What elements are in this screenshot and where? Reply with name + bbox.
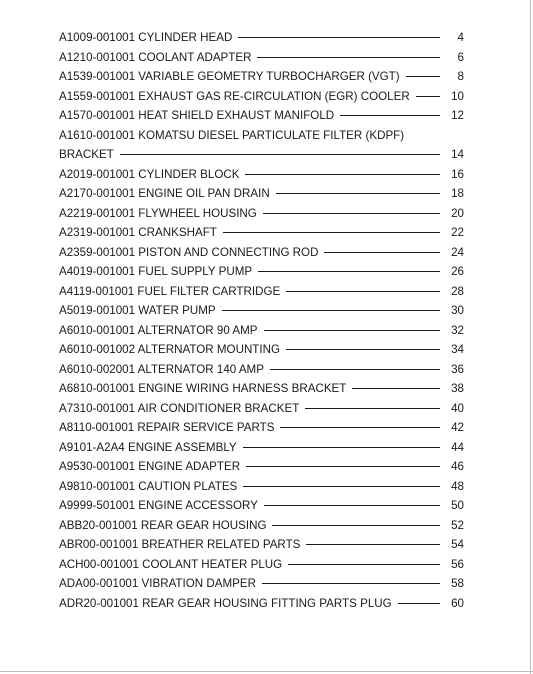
- toc-entry-row: [59, 498, 464, 513]
- toc-leader-line: [288, 564, 440, 565]
- toc-entry-title[interactable]: A2219-001001 FLYWHEEL HOUSING: [59, 206, 257, 220]
- toc-leader-line: [246, 466, 440, 467]
- toc-leader-line: [352, 388, 440, 389]
- toc-page-number[interactable]: 24: [451, 245, 464, 259]
- toc-page-number[interactable]: 60: [451, 596, 464, 610]
- page-edge-bottom: [0, 671, 533, 672]
- toc-entry-row: [59, 576, 464, 591]
- toc-page-number[interactable]: 16: [451, 167, 464, 181]
- toc-page-number[interactable]: 10: [451, 89, 464, 103]
- toc-entry-row: [59, 420, 464, 435]
- toc-entry-row: [59, 167, 464, 182]
- toc-page-number[interactable]: 50: [451, 499, 464, 512]
- toc-page-number[interactable]: 52: [451, 518, 464, 532]
- toc-entry[interactable]: [59, 596, 464, 611]
- toc-page-number[interactable]: 42: [451, 421, 464, 434]
- toc-entry-title-line1: A1610-001001 KOMATSU DIESEL PARTICULATE FILTER (KDPF): [59, 128, 405, 142]
- toc-leader-line: [243, 447, 440, 448]
- toc-entry-title[interactable]: A7310-001001 AIR CONDITIONER BRACKET: [59, 401, 300, 415]
- toc-leader-line: [262, 583, 440, 584]
- toc-leader-line: [324, 252, 440, 253]
- toc-leader-line: [258, 271, 440, 272]
- toc-entry-title[interactable]: A2319-001001 CRANKSHAFT: [59, 226, 217, 239]
- toc-page-number[interactable]: 46: [451, 460, 464, 473]
- toc-leader-line: [340, 115, 440, 116]
- toc-page-number[interactable]: 48: [451, 479, 464, 493]
- toc-entry-row: [59, 206, 464, 221]
- toc-leader-line: [245, 174, 440, 175]
- toc-entry-row: [59, 284, 464, 299]
- toc-page-number[interactable]: 6: [457, 50, 464, 64]
- toc-entry-row: [59, 518, 464, 533]
- toc-entry-title[interactable]: ADR20-001001 REAR GEAR HOUSING FITTING PARTS PLUG: [59, 596, 392, 610]
- toc-entry-row: [59, 225, 464, 240]
- toc-entry[interactable]: [59, 167, 464, 182]
- toc-entry-row: [59, 245, 464, 260]
- toc-entry-row: [59, 30, 464, 45]
- toc-entry-row: [59, 108, 464, 123]
- toc-entry[interactable]: [59, 479, 464, 494]
- toc-leader-line: [272, 525, 440, 526]
- toc-leader-line: [243, 486, 440, 487]
- toc-entry[interactable]: [59, 440, 464, 455]
- toc-entry-title[interactable]: ABR00-001001 BREATHER RELATED PARTS: [59, 538, 301, 551]
- toc-page-number[interactable]: 18: [451, 187, 464, 200]
- toc-leader-line: [416, 96, 440, 97]
- toc-entry-row: [59, 362, 464, 377]
- toc-page-number[interactable]: 44: [451, 440, 464, 454]
- toc-entry[interactable]: [59, 381, 464, 396]
- toc-leader-line: [264, 505, 440, 506]
- toc-leader-line: [406, 76, 440, 77]
- toc-entry[interactable]: [59, 108, 464, 123]
- toc-page-number[interactable]: 36: [451, 362, 464, 376]
- toc-entry-title[interactable]: A6810-001001 ENGINE WIRING HARNESS BRACKET: [59, 382, 347, 395]
- toc-leader-line: [286, 349, 440, 350]
- toc-entry[interactable]: [59, 128, 464, 163]
- toc-entry[interactable]: [59, 186, 464, 201]
- toc-entry[interactable]: [59, 518, 464, 533]
- toc-entry[interactable]: [59, 537, 464, 552]
- toc-entry-row: [59, 479, 464, 494]
- table-of-contents: [59, 30, 464, 615]
- page-edge-right: [530, 0, 531, 674]
- toc-entry-title[interactable]: BRACKET: [59, 148, 114, 161]
- toc-entry[interactable]: [59, 89, 464, 104]
- toc-leader-line: [286, 291, 440, 292]
- toc-entry-title[interactable]: ABB20-001001 REAR GEAR HOUSING: [59, 518, 267, 532]
- toc-entry-title[interactable]: A2019-001001 CYLINDER BLOCK: [59, 167, 240, 181]
- toc-page-number[interactable]: 38: [451, 382, 464, 395]
- toc-page-number[interactable]: 8: [457, 70, 464, 83]
- toc-entry[interactable]: [59, 323, 464, 338]
- toc-leader-line: [280, 427, 440, 428]
- toc-entry[interactable]: [59, 284, 464, 299]
- toc-page-number[interactable]: 30: [451, 304, 464, 317]
- toc-entry-row: [59, 459, 464, 474]
- toc-page-number[interactable]: 32: [451, 323, 464, 337]
- toc-entry-title[interactable]: A9101-A2A4 ENGINE ASSEMBLY: [59, 440, 237, 454]
- toc-entry[interactable]: [59, 206, 464, 221]
- toc-entry-title[interactable]: A6010-001001 ALTERNATOR 90 AMP: [59, 323, 258, 337]
- toc-entry-row: [59, 303, 464, 318]
- toc-entry-title[interactable]: A2359-001001 PISTON AND CONNECTING ROD: [59, 245, 319, 259]
- toc-entry-row: [59, 147, 464, 162]
- toc-entry-row: [59, 596, 464, 611]
- toc-entry[interactable]: [59, 50, 464, 65]
- toc-entry[interactable]: [59, 342, 464, 357]
- toc-entry[interactable]: [59, 303, 464, 318]
- toc-entry-title[interactable]: A1559-001001 EXHAUST GAS RE-CIRCULATION (EGR) COOLER: [59, 89, 410, 103]
- toc-entry-row: [59, 264, 464, 279]
- toc-entry-row: [59, 557, 464, 572]
- toc-entry-title[interactable]: A4019-001001 FUEL SUPPLY PUMP: [59, 265, 253, 278]
- toc-leader-line: [306, 544, 440, 545]
- toc-leader-line: [257, 57, 440, 58]
- toc-entry-row: [59, 89, 464, 104]
- toc-entry-title[interactable]: A1210-001001 COOLANT ADAPTER: [59, 50, 252, 64]
- toc-entry-row: [59, 186, 464, 201]
- toc-entry-title[interactable]: A4119-001001 FUEL FILTER CARTRIDGE: [59, 284, 281, 298]
- toc-entry-row: [59, 50, 464, 65]
- toc-entry[interactable]: [59, 576, 464, 591]
- toc-entry-title[interactable]: A9530-001001 ENGINE ADAPTER: [59, 460, 241, 473]
- toc-leader-line: [238, 37, 440, 38]
- toc-entry-title[interactable]: A1570-001001 HEAT SHIELD EXHAUST MANIFOLD: [59, 109, 335, 122]
- toc-leader-line: [305, 408, 440, 409]
- toc-entry[interactable]: [59, 362, 464, 377]
- toc-entry[interactable]: [59, 225, 464, 240]
- toc-entry-title[interactable]: A9999-501001 ENGINE ACCESSORY: [59, 499, 258, 512]
- toc-page-number[interactable]: 34: [451, 343, 464, 356]
- toc-entry-title[interactable]: A1009-001001 CYLINDER HEAD: [59, 31, 233, 44]
- toc-leader-line: [223, 232, 440, 233]
- toc-entry-title[interactable]: A6010-001002 ALTERNATOR MOUNTING: [59, 343, 281, 356]
- toc-entry-title[interactable]: ADA00-001001 VIBRATION DAMPER: [59, 577, 256, 590]
- toc-entry[interactable]: [59, 498, 464, 513]
- toc-entry-row: [59, 69, 464, 84]
- toc-entry-row: [59, 537, 464, 552]
- toc-leader-line: [264, 330, 441, 331]
- toc-entry[interactable]: [59, 557, 464, 572]
- toc-leader-line: [263, 213, 440, 214]
- toc-entry[interactable]: [59, 245, 464, 260]
- toc-entry-title[interactable]: A6010-002001 ALTERNATOR 140 AMP: [59, 362, 264, 376]
- toc-page-number[interactable]: 28: [451, 284, 464, 298]
- toc-leader-line: [120, 154, 440, 155]
- toc-entry[interactable]: [59, 69, 464, 84]
- toc-entry-row: [59, 381, 464, 396]
- toc-page-number[interactable]: 14: [451, 148, 464, 161]
- toc-page-number[interactable]: 56: [451, 557, 464, 571]
- toc-page-number[interactable]: 26: [451, 265, 464, 278]
- toc-entry-title[interactable]: A8110-001001 REPAIR SERVICE PARTS: [59, 421, 275, 434]
- toc-page-number[interactable]: 22: [451, 226, 464, 239]
- toc-page-number[interactable]: 58: [451, 577, 464, 590]
- toc-leader-line: [270, 369, 440, 370]
- toc-entry-title[interactable]: A9810-001001 CAUTION PLATES: [59, 479, 238, 493]
- toc-entry-title[interactable]: ACH00-001001 COOLANT HEATER PLUG: [59, 557, 283, 571]
- toc-page-number[interactable]: 40: [451, 401, 464, 415]
- toc-entry[interactable]: [59, 264, 464, 279]
- toc-entry-row: [59, 323, 464, 338]
- toc-page-number[interactable]: 4: [457, 31, 464, 44]
- toc-entry-row: [59, 342, 464, 357]
- toc-entry-title[interactable]: A5019-001001 WATER PUMP: [59, 304, 216, 317]
- toc-entry[interactable]: [59, 420, 464, 435]
- toc-entry-row: [59, 401, 464, 416]
- toc-entry-title[interactable]: A2170-001001 ENGINE OIL PAN DRAIN: [59, 187, 270, 200]
- toc-page-number[interactable]: 12: [451, 109, 464, 122]
- toc-leader-line: [398, 603, 440, 604]
- toc-page-number[interactable]: 54: [451, 538, 464, 551]
- toc-leader-line: [222, 310, 440, 311]
- toc-entry-row: [59, 440, 464, 455]
- toc-entry[interactable]: [59, 459, 464, 474]
- toc-entry-title[interactable]: A1539-001001 VARIABLE GEOMETRY TURBOCHARGER (VGT): [59, 70, 400, 83]
- toc-page-number[interactable]: 20: [451, 206, 464, 220]
- toc-leader-line: [276, 193, 440, 194]
- toc-entry[interactable]: [59, 30, 464, 45]
- toc-entry[interactable]: [59, 401, 464, 416]
